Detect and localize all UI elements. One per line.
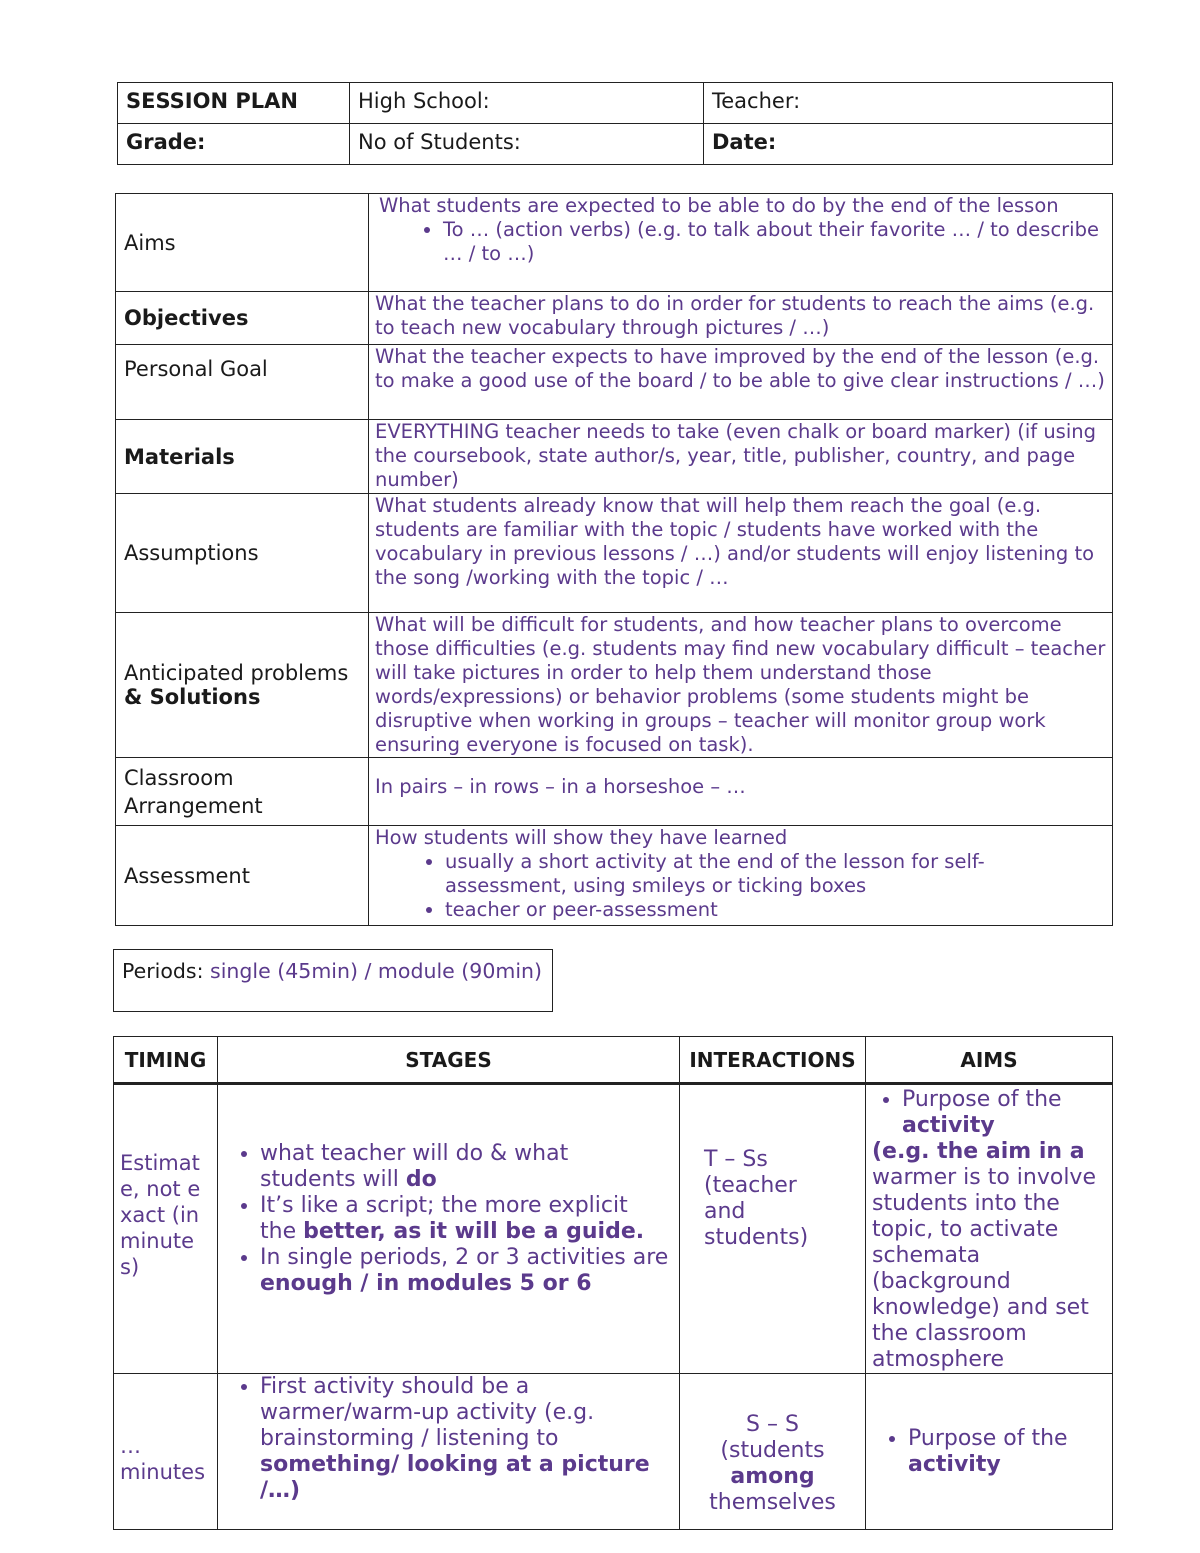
high-school-cell: High School: [350,83,704,124]
aim-item: • Purpose of the activity [908,1426,1106,1478]
session-plan-cell: SESSION PLAN [118,83,350,124]
materials-value: EVERYTHING teacher needs to take (even chalk or board marker) (if using the coursebook, state author/s, year, title, publisher, country, and page number) [369,420,1113,494]
timing-cell-1: Estimate, not exact (in minutes) [114,1084,218,1374]
plan-table [115,193,1113,926]
anticipated-problems-text: Anticipated problems [124,661,349,685]
problems-label [116,613,369,758]
aim-detail: warmer is to involve students into the topic, to activate schemata (background knowledge) and set the classroom atmosphere [872,1165,1096,1372]
aims-value [369,194,1113,292]
students-cell: No of Students: [350,124,704,165]
interactions-cell-1: T – Ss (teacher and students) [680,1084,866,1374]
aims-bullet: • To … (action verbs) (e.g. to talk about their favorite … / to describe … / to …) [443,218,1106,266]
aim-example: (e.g. the aim in a [872,1139,1085,1164]
assessment-bullet-1: • usually a short activity at the end of the lesson for self-assessment, using smileys or ticking boxes [445,850,1106,898]
stage-item: • It’s like a script; the more explicit the better, as it will be a guide. [260,1193,669,1245]
date-cell: Date: [704,124,1113,165]
periods-value: single (45min) / module (90min) [210,959,543,983]
personal-goal-value: What the teacher expects to have improved by the end of the lesson (e.g. to make a good use of the board / to be able to give clear instructions / …) [369,345,1113,420]
aims-cell-1 [866,1084,1113,1374]
materials-label: Materials [116,420,369,494]
assessment-label: Assessment [116,826,369,926]
interactions-cell-2: S – S (students among themselves [680,1374,866,1530]
problems-value: What will be difficult for students, and how teacher plans to overcome those difficulties (e.g. students may find new vocabulary difficult – teacher will take pictures in order to help them understand those words/expressions) or behavior problems (some students might be disruptive when working in groups – teacher will monitor group work ensuring everyone is focused on task). [369,613,1113,758]
aims-header: AIMS [866,1037,1113,1084]
arrangement-value: In pairs – in rows – in a horseshoe – … [369,758,1113,826]
teacher-cell: Teacher: [704,83,1113,124]
aim-item: • Purpose of the activity [902,1087,1106,1139]
stage-item: • In single periods, 2 or 3 activities are enough / in modules 5 or 6 [260,1245,669,1297]
solutions-text: & Solutions [124,685,261,709]
stages-cell-2 [218,1374,680,1530]
timing-cell-2: … minutes [114,1374,218,1530]
assessment-value [369,826,1113,926]
objectives-value: What the teacher plans to do in order for students to reach the aims (e.g. to teach new vocabulary through pictures / …) [369,292,1113,345]
lesson-table [113,1036,1113,1530]
grade-cell: Grade: [118,124,350,165]
stages-header: STAGES [218,1037,680,1084]
periods-label: Periods: [122,959,204,983]
assessment-intro: How students will show they have learned [375,826,788,849]
assessment-bullet-2: • teacher or peer-assessment [445,898,1106,922]
aims-intro: What students are expected to be able to do by the end of the lesson [379,194,1059,217]
periods-box [113,949,553,1012]
personal-goal-label: Personal Goal [116,345,369,420]
timing-header: TIMING [114,1037,218,1084]
stage-item: • First activity should be a warmer/warm-up activity (e.g. brainstorming / listening to something/ looking at a picture /…) [260,1374,669,1504]
arrangement-label: Classroom Arrangement [116,758,369,826]
stage-item: • what teacher will do & what students will do [260,1141,669,1193]
aims-cell-2 [866,1374,1113,1530]
interactions-header: INTERACTIONS [680,1037,866,1084]
header-table [117,82,1113,165]
stages-cell-1 [218,1084,680,1374]
objectives-label: Objectives [116,292,369,345]
assumptions-label: Assumptions [116,494,369,613]
assumptions-value: What students already know that will help them reach the goal (e.g. students are familiar with the topic / students have worked with the vocabulary in previous lessons / …) and/or students will enjoy listening to the song /working with the topic / … [369,494,1113,613]
aims-label: Aims [116,194,369,292]
